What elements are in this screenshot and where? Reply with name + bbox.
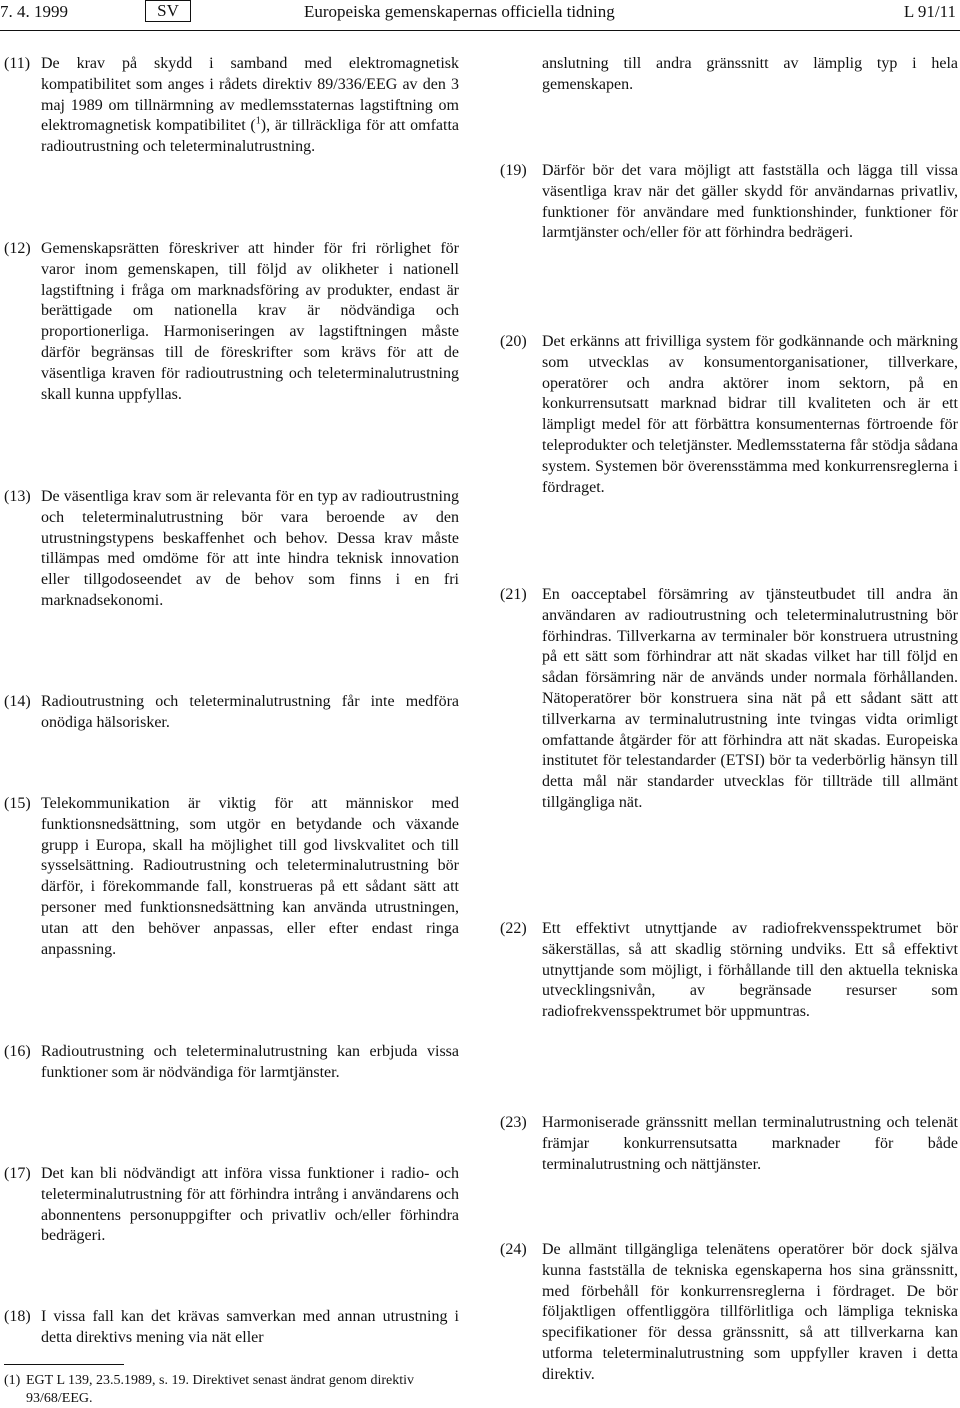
recital-text: De allmänt tillgängliga telenätens operatörer bör dock själva kunna fastställa de tekniska egenskaperna hos sina gränssnitt, med förbehåll för konkurrensreglerna i fördraget. De bör följaktligen offentliggöra tillförlitliga och lämpliga tekniska specifikationer för dessa gränssnitt, så att tillverkarna kan utforma teleterminalutrustning som uppfyller kraven i detta direktiv. <box>542 1241 958 1383</box>
recital-13 <box>4 487 459 612</box>
recital-22 <box>500 919 958 1023</box>
footnote-divider <box>4 1364 124 1365</box>
recital-text: En oacceptabel försämring av tjänsteutbudet till andra än användaren av radioutrustning och teleterminalutrustning bör förhindras. Tillverkarna av terminaler bör konstruera utrustning på ett sätt som förhindrar att nät skadas vilket har till följd en sådan försämring när de används under normala förhållanden. Nätoperatörer bör konstruera sina nät på ett sådant sätt att tillverkarna av terminalutrustning inte tvingas vidta orimligt omfattande åtgärder för att förhindra att nät skadas. Europeiska institutet för telestandarder (ETSI) bör ta vederbörlig hänsyn till detta mål när standarder utvecklas för tillträde till allmänt tillgängliga nät. <box>542 586 958 811</box>
recital-text: Radioutrustning och teleterminalutrustning får inte medföra onödiga hälsorisker. <box>41 693 459 731</box>
language-badge: SV <box>145 0 191 22</box>
recital-18-continued <box>500 54 958 96</box>
recital-text: Telekommunikation är viktig för att människor med funktionsnedsättning, som utgör en betydande och växande grupp i Europa, skall ha möjlighet till god livskvalitet och till sysselsättning. Radioutrustning och teleterminalutrustning bör därför, i förekommande fall, konstrueras på ett sådant sätt att personer med funktionsnedsättning kan använda utrustningen, utan att den behöver anpassas, eller efter endast ringa anpassning. <box>41 795 459 958</box>
recital-number: (21) <box>500 586 527 603</box>
recital-text: Ett effektivt utnyttjande av radiofrekvensspektrumet bör säkerställas, så att skadlig störning undviks. Ett så effektivt utnyttjande som möjligt, i förhållande till den aktuella tekniska utvecklingsnivån, av begränsade resurser som radiofrekvensspektrumet bör uppmuntras. <box>542 920 958 1021</box>
recital-number: (19) <box>500 162 527 179</box>
recital-16 <box>4 1042 459 1084</box>
footnote-text: EGT L 139, 23.5.1989, s. 19. Direktivet senast ändrat genom direktiv 93/68/EEG. <box>26 1373 415 1406</box>
recital-17 <box>4 1164 459 1247</box>
recital-text: I vissa fall kan det krävas samverkan med annan utrustning i detta direktivs mening via nät eller <box>41 1308 459 1346</box>
recital-14 <box>4 692 459 734</box>
recital-text: Det erkänns att frivilliga system för godkännande och märkning som utvecklas av konsumentorganisationer, tillverkare, operatörer och andra aktörer inom sektorn, på en konkurrensutsatt marknad bidrar till kvaliteten och är ett lämpligt medel för att förbättra konsumenternas förtroende för teleprodukter och teletjänster. Medlemsstaterna får stödja sådana system. Systemen bör överensstämma med konkurrensreglerna i fördraget. <box>542 333 958 496</box>
recital-21 <box>500 585 958 814</box>
recital-number: (14) <box>4 693 31 710</box>
recital-12 <box>4 239 459 405</box>
recital-text: Gemenskapsrätten föreskriver att hinder för fri rörlighet för varor inom gemenskapen, till följd av olikheter i nationell lagstiftning i fråga om marknadsföring av produkter, endast är berättigade om nationella krav är nödvändiga och proportionerliga. Harmoniseringen av lagstiftningen måste därför begränsas till de föreskrifter som krävs för att de väsentliga kraven för radioutrustning och teleterminalutrustning skall kunna uppfyllas. <box>41 240 459 403</box>
recital-text: De väsentliga krav som är relevanta för en typ av radioutrustning och teleterminalutrustning bör vara beroende av den utrustningstypens beskaffenhet och behov. Dessa krav måste tillämpas med omdöme för att inte hindra teknisk innovation eller tillgodoseendet av de behov som finns i en fri marknadsekonomi. <box>41 488 459 609</box>
page-reference: L 91/11 <box>903 2 956 21</box>
recital-number: (23) <box>500 1114 527 1131</box>
recital-15 <box>4 794 459 960</box>
recital-text: Det kan bli nödvändigt att införa vissa funktioner i radio- och teleterminalutrustning för att förhindra intrång i användarens och abonnentens personuppgifter och privatliv och/eller förhindra bedrägeri. <box>41 1165 459 1245</box>
header-divider <box>0 30 960 31</box>
recital-text: De krav på skydd i samband med elektromagnetisk kompatibilitet som anges i rådets direktiv 89/336/EEG av den 3 maj 1989 om tillnärmning av medlemsstaternas lagstiftning om elektromagnetisk kompatibilitet ($^1$), är tillräckliga för att omfatta radioutrustning och teleterminalutrustning. <box>41 55 459 156</box>
recital-number: (24) <box>500 1241 527 1258</box>
header-date: 7. 4. 1999 <box>0 2 68 21</box>
recital-text: Därför bör det vara möjligt att fastställa och lägga till vissa väsentliga krav när det gäller skydd för användarnas privatliv, funktioner för användare med funktionshinder, funktioner för larmtjänster och/eller för att förhindra bedrägeri. <box>542 162 958 242</box>
recital-number: (13) <box>4 488 31 505</box>
recital-number: (18) <box>4 1308 31 1325</box>
recital-text: anslutning till andra gränssnitt av lämplig typ i hela gemenskapen. <box>542 55 958 93</box>
recital-number: (15) <box>4 795 31 812</box>
recital-number: (11) <box>4 55 31 72</box>
journal-title: Europeiska gemenskapernas officiella tidning <box>304 2 615 21</box>
recital-number: (17) <box>4 1165 31 1182</box>
recital-text: Harmoniserade gränssnitt mellan terminalutrustning och telenät främjar konkurrensutsatta marknader för både terminalutrustning och nättjänster. <box>542 1114 958 1173</box>
recital-number: (12) <box>4 240 31 257</box>
recital-18 <box>4 1307 459 1349</box>
recital-11 <box>4 54 459 158</box>
recital-24 <box>500 1240 958 1386</box>
footnote <box>4 1372 459 1408</box>
footnote-number: (1) <box>4 1373 21 1388</box>
recital-19 <box>500 161 958 244</box>
recital-23 <box>500 1113 958 1175</box>
recital-number: (22) <box>500 920 527 937</box>
recital-number: (16) <box>4 1043 31 1060</box>
page-header <box>0 0 960 24</box>
recital-20 <box>500 332 958 498</box>
recital-number: (20) <box>500 333 527 350</box>
recital-text: Radioutrustning och teleterminalutrustning kan erbjuda vissa funktioner som är nödvändiga för larmtjänster. <box>41 1043 459 1081</box>
footnote-ref[interactable]: 1 <box>255 116 261 128</box>
